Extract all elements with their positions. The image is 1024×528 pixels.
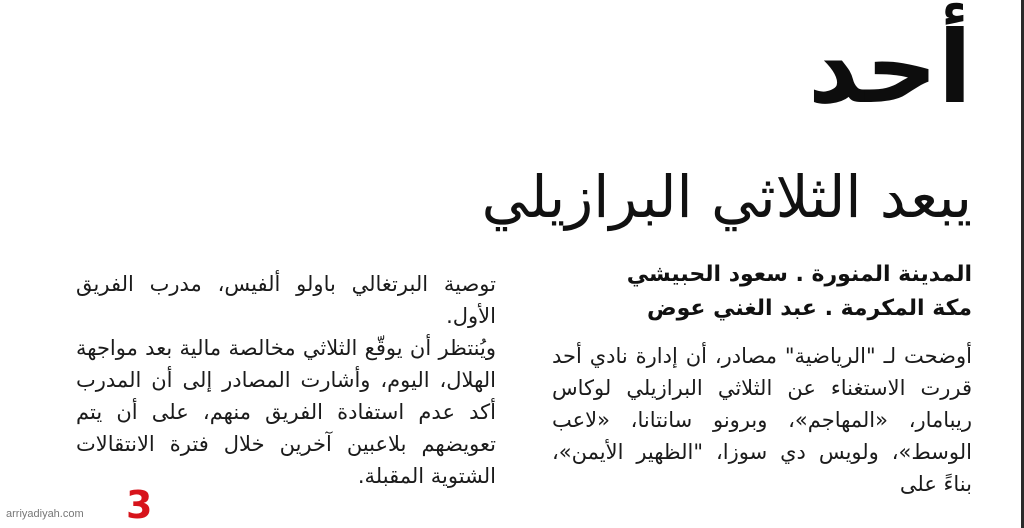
article-headline: يبعد الثلاثي البرازيلي [481,163,972,231]
article-kicker: أحد [807,9,972,126]
paragraph: توصية البرتغالي باولو ألفيس، مدرب الفريق الأول. [76,272,496,328]
byline-line-2: مكة المكرمة . عبد الغني عوض [647,296,972,321]
byline-line-1: المدينة المنورة . سعود الحبيشي [626,262,972,287]
paragraph: ويُنتظر أن يوقّع الثلاثي مخالصة مالية بعد مواجهة الهلال، اليوم، وأشارت المصادر إلى أن المدرب أكد عدم استفادة الفريق منهم، على أن يتم تعويضهم بلاعبين آخرين خلال فترة الانتقالات الشتوية المقبلة. [76,336,496,488]
article-column-left [76,268,496,492]
site-watermark: arriyadiyah.com [6,508,84,520]
byline [542,258,972,326]
paragraph: أوضحت لـ "الرياضية" مصادر، أن إدارة نادي أحد قررت الاستغناء عن الثلاثي البرازيلي لوكاس ريبامار، «المهاجم»، وبرونو سانتانا، «لاعب الوسط»، ولويس دي سوزا، "الظهير الأيمن»، بناءً على [552,344,972,496]
article-column-right [552,340,972,500]
article-end-mark: 3 [126,483,153,527]
